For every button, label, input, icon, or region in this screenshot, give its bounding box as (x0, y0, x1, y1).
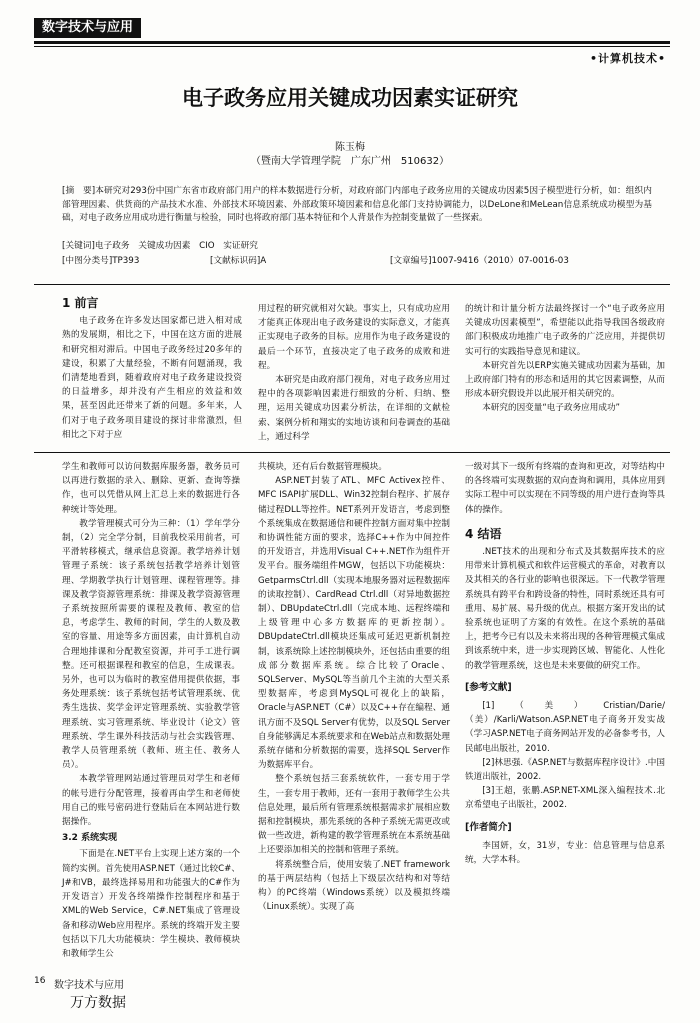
bottom-column-1 (62, 460, 240, 961)
reference-item: [3]王超，张鹏.ASP.NET-XML深入编程技术.北京希望电子出版社，2002. (465, 786, 665, 811)
paragraph: 本研究是由政府部门视角，对电子政务应用过程中的各项影响因素进行细致的分析、归纳、整理，运用关键成功因素分析法，在详细的文献检索、案例分析和翔实的实地访谈和问卷调查的基础上，通过科学 (258, 375, 450, 442)
author-bio: 李国妍，女，31岁，专业：信息管理与信息系统，大学本科。 (465, 840, 665, 866)
paragraph: 整个系统包括三套系统软件，一套专用于学生，一套专用于教师，还有一套用于教师学生公共信息处理，最后所有管理系统根据需求扩展相应数据和控制模块，那先系统的各种子系统无需更改或做一些改进，新构建的教学管理系统在本系统基础上还要添加相关的控制和管理子系统。 (258, 774, 450, 856)
classification-code: [中图分类号]TP393 (62, 256, 140, 266)
top-column-3 (465, 302, 665, 416)
header-rule-thin (34, 46, 670, 47)
abstract: [摘 要]本研究对293份中国广东省市政府部门用户的样本数据进行分析，对政府部门内部电子政务应用的关键成功因素5因子模型进行分析，如：组织内部管理因素、供货商的产品技术水准、外部技术环境因素、外部政策环境因素和信息化部门支持协调能力，以DeLone和MeLean信息系统成功模型为基础，对电子政务应用成功进行衡量与检验，同时也将政府部门基本特征和个人背景作为控制变量做了一些探索。 (62, 186, 652, 223)
paragraph: 电子政务在许多发达国家都已进入相对成熟的发展期，相比之下，中国在这方面的进展和研究相对滞后。中国电子政务经过20多年的建设，积累了大量经验，不断有问题涌现，我们清楚地看到，随着政府对电子政务建设投资的日益增多，却并没有产生相应的效益和效果，甚至因此还带来了新的问题。多年来，人们对于电子政务项目建设的探讨非常激烈，但相比之下对于应 (62, 316, 242, 440)
author-bio-heading: [作者简介] (465, 821, 512, 833)
reference-item: [2]林思强.《ASP.NET与数据库程序设计》.中国铁道出版社，2002. (465, 757, 665, 783)
reference-item: [1]（美）Cristian/Darie/（美）/Karli/Watson.ASP.NET电子商务开发实战（学习ASP.NET电子商务网站开发的必备参考书，人民邮电出版社，2010. (465, 701, 665, 754)
paragraph: 下面是在.NET平台上实现上述方案的一个简约实例。首先使用ASP.NET（通过比较C#、J#和VB，最终选择易用和功能强大的C#作为开发语言）开发各终端操作控制程序和基于XML的Web Service，C#.NET集成了管理设备和移动Web应用程序。系统的终端开发主要包括以下几大功能模块：学生模块、教师模块和教师学生公 (62, 849, 240, 959)
page-number: 16 (34, 976, 46, 986)
paragraph: 学生和教师可以访问数据库服务器，教务员可以再进行数据的录入、删除、更新、查询等操作，也可以凭借从网上汇总上来的数据进行各种统计等处理。 (62, 462, 240, 515)
paragraph: 一级对其下一级所有终端的查询和更改，对等结构中的各终端可实现数据的双向查询和调用，具体应用到实际工程中可以实现在不同等级的用户进行查询等具体的操作。 (465, 462, 665, 515)
author-name: 陈玉梅 (335, 142, 365, 153)
rule-top (34, 284, 670, 285)
paragraph: 本研究首先以ERP实施关键成功因素为基础，加上政府部门特有的形态和适用的其它因素调整，从而形成本研究假设并以此展开相关研究的。 (465, 360, 665, 400)
bottom-column-3 (465, 460, 665, 867)
top-column-2 (258, 302, 450, 444)
footer-journal-name: 数字技术与应用 (54, 980, 124, 991)
keywords: [关键词]电子政务 关键成功因素 CIO 实证研究 (62, 241, 258, 251)
journal-tag: •计算机技术• (589, 52, 666, 65)
paragraph: 本研究的因变量“电子政务应用成功” (482, 403, 620, 414)
article-number: [文章编号]1007-9416（2010）07-0016-03 (390, 256, 569, 266)
paragraph: ASP.NET封装了ATL、MFC Activex控件、MFC ISAPI扩展DLL、Win32控制台程序、扩展存储过程DLL等控件。NET系列开发语言，考虑到整个系统集成在数据通信和硬件控制方面对集中控制和协调性能方面的要求，选择C++作为中间控件的开发语言，并选用Visual C++.NET作为组件开发平台。服务端组件MGW，包括以下功能模块：GetparmsCtrl.dll（实现本地服务器对远程数据库的读取控制）、CardRead Ctrl.dll（对异地数据控制）、DBUpdateCtrl.dll（完成本地、远程终端和上级管理中心多方数据库的更新控制）。DBUpdateCtrl.dll模块还集成可延迟更新机制控制，该系统除上述控制模块外，还包括由重要的组成部分数据库系统。综合比较了Oracle、SQLServer、MySQL等当前几个主流的大型关系型数据库，考虑到MySQL可视化上的缺陷，Oracle与ASP.NET（C#）以及C++存在编程、通讯方面不及SQL Server有优势，以及SQL Server自身能够满足本系统要求和在Web站点和数据处理系统存储和分析数据的需要，选择SQL Server作为数据库平台。 (258, 476, 450, 771)
references-heading: [参考文献] (465, 681, 512, 693)
header-rule-thick (34, 41, 670, 44)
paragraph: .NET技术的出现和分布式及其数据库技术的应用带来计算机模式和软件运营模式的革命，对教育以及其相关的各行业的影响也很深远。下一代教学管理系统具有跨平台和跨设备的特性，同时系统还具有可重用、易扩展、易升级的优点。根据方案开发出的试验系统也证明了方案的有效性。在这个系统的基础上，把考今已有以及未来将出现的各种管理模式集成到该系统中来，进一步实现跨区域、智能化、人性化的教学管理系统，这也是未来要做的研究工作。 (465, 547, 665, 671)
paragraph: 教学管理模式可分为三种：（1）学年学分制，（2）完全学分制，目前我校采用前者，可平滑转移模式，继承信息资源。教学培养计划管理子系统：该子系统包括教学培养计划管理、学期教学执行计划管理、课程管理等。排课及教学资源管理系统：排课及教学资源管理子系统按照所需要的课程及教师、教室的信息，考虑学生、教师的时间，学生的人数及教室的容量、用途等多方面因素，由计算机自动合理地排课和分配教室资源，并可手工进行调整。还可根据课程和教室的信息，生成课表。另外，也可以为临时的教室借用提供依据，事务处理系统：该子系统包括考试管理系统、优秀生选拔、奖学金评定管理系统、实验教学管理系统、实习管理系统、毕业设计（论文）管理系统、学生课外科技活动与社会实践管理、教学人员管理系统（教师、班主任、教务人员）。 (62, 518, 240, 771)
paragraph: 的统计和计量分析方法最终探讨一个“电子政务应用关键成功因素模型”，希望能以此指导我国各级政府部门积极成功地推广电子政务的广泛应用，并提供切实可行的实践指导意见和建议。 (465, 304, 665, 357)
section-heading-intro: 1 前言 (62, 296, 99, 310)
top-column-1 (62, 294, 242, 442)
bottom-column-2 (258, 460, 450, 915)
section-badge: 数字技术与应用 (34, 18, 141, 38)
watermark: 万方数据 (70, 995, 126, 1011)
rule-middle (34, 452, 670, 453)
article-title: 电子政务应用关键成功因素实证研究 (182, 86, 518, 110)
document-code: [文献标识码]A (210, 256, 267, 266)
paragraph: 将系统整合后，使用安装了.NET framework的基于两层结构（包括上下级层次结构和对等结构）的PC终端（Windows系统）以及模拟终端（Linux系统）。实现了高 (258, 859, 450, 913)
paragraph: 用过程的研究就相对欠缺。事实上，只有成功应用才能真正体现出电子政务建设的实际意义，才能真正实现电子政务的目标。应用作为电子政务建设的最后一个环节，直接决定了电子政务的成败和进程。 (258, 304, 450, 371)
paragraph: 本教学管理网站通过管理员对学生和老师的帐号进行分配管理，接着再由学生和老师使用自己的账号密码进行登陆后在本网站进行数据操作。 (62, 774, 240, 828)
subsection-heading: 3.2 系统实现 (62, 833, 118, 844)
author-affiliation: （暨南大学管理学院 广东广州 510632） (250, 156, 450, 167)
paragraph: 共模块，还有后台数据管理模块。 (258, 462, 387, 472)
section-heading-conclusion: 4 结语 (465, 526, 502, 541)
